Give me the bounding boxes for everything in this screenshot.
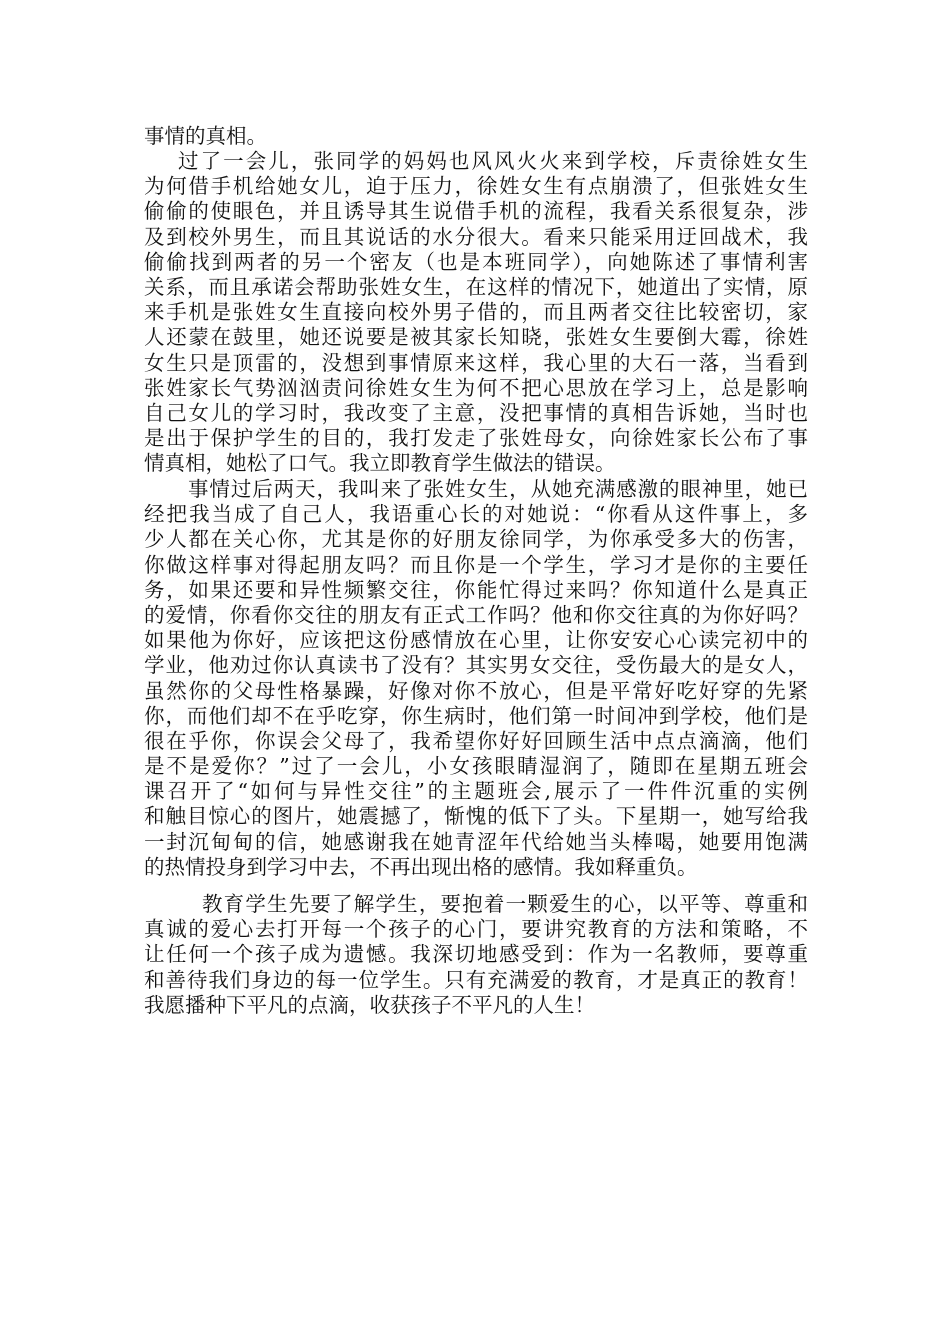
text-line: 是出于保护学生的目的，我打发走了张姓母女，向徐姓家长公布了事 [144,426,808,451]
text-line: 女生只是顶雷的，没想到事情原来这样，我心里的大石一落，当看到 [144,350,808,375]
text-line: 少人都在关心你，尤其是你的好朋友徐同学，为你承受多大的伤害， [144,527,808,552]
text-line: 张姓家长气势汹汹责问徐姓女生为何不把心思放在学习上，总是影响 [144,375,808,400]
text-line: 真诚的爱心去打开每一个孩子的心门，要讲究教育的方法和策略，不 [144,917,808,942]
text-line: 及到校外男生，而且其说话的水分很大。看来只能采用迂回战术，我 [144,224,808,249]
text-line: 的爱情，你看你交往的朋友有正式工作吗？他和你交往真的为你好吗？ [144,602,808,627]
text-line: 情真相，她松了口气。我立即教育学生做法的错误。 [144,451,616,476]
text-line: 你做这样事对得起朋友吗？而且你是一个学生，学习才是你的主要任 [144,552,808,577]
text-line: 虽然你的父母性格暴躁，好像对你不放心，但是平常好吃好穿的先紧 [144,678,808,703]
text-line: 你，而他们却不在乎吃穿，你生病时，他们第一时间冲到学校，他们是 [144,703,808,728]
text-line: 偷偷的使眼色，并且诱导其生说借手机的流程，我看关系很复杂，涉 [144,199,808,224]
text-line: 过了一会儿，张同学的妈妈也风风火火来到学校，斥责徐姓女生 [178,149,808,173]
text-line: 我愿播种下平凡的点滴，收获孩子不平凡的人生！ [144,992,595,1017]
text-line: 偷偷找到两者的另一个密友（也是本班同学），向她陈述了事情利害 [144,249,808,274]
text-line: 务，如果还要和异性频繁交往，你能忙得过来吗？你知道什么是真正 [144,577,808,602]
text-line: 事情的真相。 [144,124,267,148]
text-line: 是不是爱你？”过了一会儿，小女孩眼睛湿润了，随即在星期五班会 [144,754,808,779]
text-line: 教育学生先要了解学生，要抱着一颗爱生的心，以平等、尊重和 [202,892,808,916]
text-line: 经把我当成了自己人，我语重心长的对她说：“你看从这件事上，多 [144,502,808,527]
text-line: 为何借手机给她女儿，迫于压力，徐姓女生有点崩溃了，但张姓女生 [144,174,808,199]
text-line: 课召开了“如何与异性交往”的主题班会,展示了一件件沉重的实例 [144,779,808,804]
text-line: 和触目惊心的图片，她震撼了，惭愧的低下了头。下星期一，她写给我 [144,804,808,829]
paragraph-1 [144,149,808,476]
text-line: 人还蒙在鼓里，她还说要是被其家长知晓，张姓女生要倒大霉，徐姓 [144,325,808,350]
paragraph-3 [144,892,808,1018]
text-line: 关系，而且承诺会帮助张姓女生，在这样的情况下，她道出了实情，原 [144,274,808,299]
paragraph-2 [144,477,808,880]
text-line: 一封沉甸甸的信，她感谢我在她青涩年代给她当头棒喝，她要用饱满 [144,829,808,854]
text-line: 和善待我们身边的每一位学生。只有充满爱的教育，才是真正的教育！ [144,967,808,992]
text-line: 自己女儿的学习时，我改变了主意，没把事情的真相告诉她，当时也 [144,400,808,425]
text-line: 学业，他劝过你认真读书了没有？其实男女交往，受伤最大的是女人， [144,653,808,678]
text-line: 的热情投身到学习中去，不再出现出格的感情。我如释重负。 [144,854,698,879]
text-line: 事情过后两天，我叫来了张姓女生，从她充满感激的眼神里，她已 [188,477,808,501]
text-line: 如果他为你好，应该把这份感情放在心里，让你安安心心读完初中的 [144,628,808,653]
text-line: 让任何一个孩子成为遗憾。我深切地感受到：作为一名教师，要尊重 [144,942,808,967]
text-line: 很在乎你，你误会父母了，我希望你好好回顾生活中点点滴滴，他们 [144,728,808,753]
text-line: 来手机是张姓女生直接向校外男子借的，而且两者交往比较密切，家 [144,300,808,325]
paragraph-continuation [144,124,808,149]
